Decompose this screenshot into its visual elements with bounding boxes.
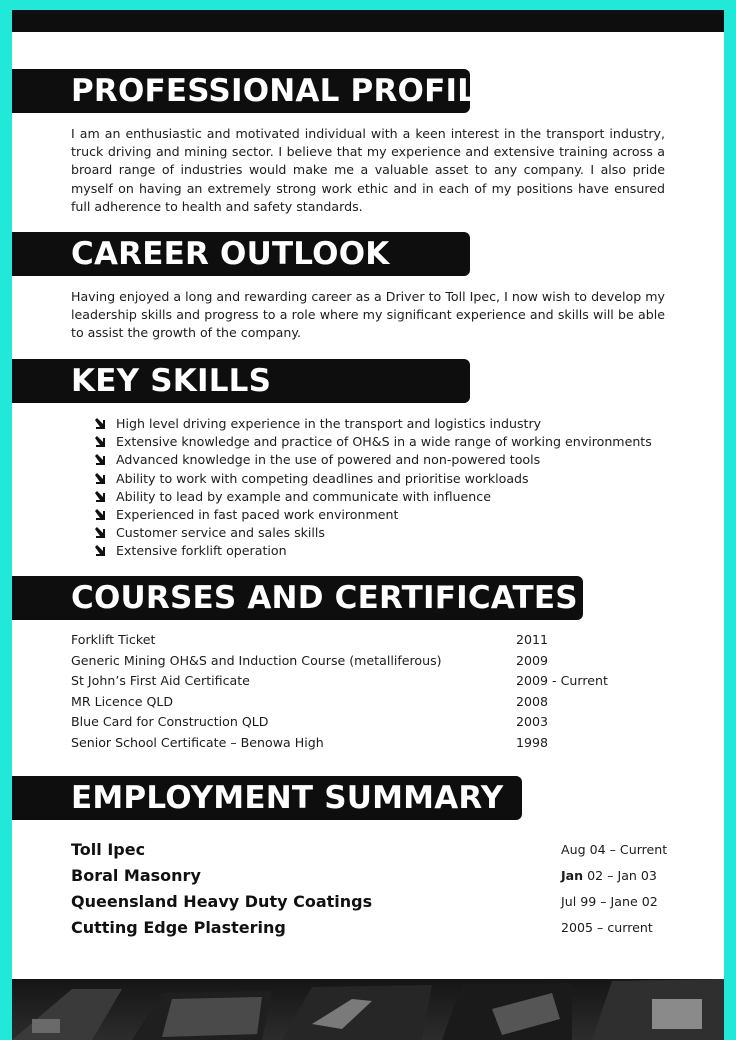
arrow-down-right-icon <box>94 473 106 485</box>
employment-dates-text: 2005 – current <box>561 920 653 935</box>
skill-item <box>92 415 652 433</box>
employment-dates-text: Jul 99 – Jane 02 <box>561 894 658 909</box>
employment-dates <box>561 863 657 889</box>
employment-dates-text: 02 – Jan 03 <box>583 868 657 883</box>
arrow-down-right-icon <box>94 436 106 448</box>
course-name: Forklift Ticket <box>71 632 156 647</box>
employment-dates-bold: Jan <box>561 868 584 883</box>
skill-item <box>92 524 652 542</box>
skill-text: Ability to lead by example and communicate with influence <box>116 488 491 504</box>
course-year: 2009 - Current <box>516 673 608 689</box>
skill-text: Advanced knowledge in the use of powered and non-powered tools <box>116 452 541 468</box>
arrow-down-right-icon <box>94 527 106 539</box>
course-name: St John’s First Aid Certificate <box>71 673 250 689</box>
career-outlook-heading: CAREER OUTLOOK <box>12 232 470 276</box>
employment-heading: EMPLOYMENT SUMMARY <box>12 776 522 820</box>
arrow-down-right-icon <box>94 454 106 466</box>
skill-text: Extensive knowledge and practice of OH&S in a wide range of working environments <box>116 434 652 450</box>
course-name: MR Licence QLD <box>71 693 174 709</box>
employer-name: Toll Ipec <box>71 840 146 859</box>
courses-heading: COURSES AND CERTIFICATES <box>12 576 583 620</box>
skill-item <box>92 506 652 524</box>
key-skills-heading: KEY SKILLS <box>12 359 470 403</box>
course-name: Generic Mining OH&S and Induction Course (metalliferous) <box>71 652 442 668</box>
truck-photo-strip <box>12 979 724 1040</box>
skill-text: High level driving experience in the transport and logistics industry <box>116 416 542 431</box>
employer-name: Boral Masonry <box>71 866 201 885</box>
professional-profile-heading: PROFESSIONAL PROFILE <box>12 69 470 113</box>
course-name: Blue Card for Construction QLD <box>71 714 269 730</box>
course-year: 2003 <box>516 714 549 730</box>
employment-dates <box>561 889 658 915</box>
resume-page <box>12 10 724 1040</box>
skill-item <box>92 488 652 506</box>
skill-item <box>92 542 652 560</box>
arrow-down-right-icon <box>94 418 106 430</box>
employment-dates-text: Aug 04 – Current <box>561 842 668 857</box>
skill-text: Extensive forklift operation <box>116 543 287 559</box>
skill-item <box>92 433 652 451</box>
skill-text: Ability to work with competing deadlines and prioritise workloads <box>116 470 529 486</box>
key-skills-list <box>92 415 652 561</box>
employment-dates <box>561 915 653 941</box>
top-bar <box>12 10 724 32</box>
skill-text: Customer service and sales skills <box>116 525 325 541</box>
skill-item <box>92 451 652 469</box>
truck-photo-icon <box>12 979 724 1040</box>
arrow-down-right-icon <box>94 491 106 503</box>
course-year: 1998 <box>516 734 549 750</box>
arrow-down-right-icon <box>94 509 106 521</box>
course-name: Senior School Certificate – Benowa High <box>71 734 324 750</box>
employer-name: Cutting Edge Plastering <box>71 918 286 937</box>
arrow-down-right-icon <box>94 545 106 557</box>
professional-profile-text: I am an enthusiastic and motivated individual with a keen interest in the transport industry, truck driving and mining sector. I believe that my experience and extensive training across a broard range of industries would make me a valuable asset to any company. I also pride myself on having an extremely strong work ethic and in each of my positions have ensured full adherence to health and safety standards. <box>71 126 665 214</box>
course-year: 2009 <box>516 652 549 668</box>
course-year: 2008 <box>516 693 549 709</box>
skill-text: Experienced in fast paced work environment <box>116 506 399 522</box>
employer-name: Queensland Heavy Duty Coatings <box>71 892 373 911</box>
course-year: 2011 <box>516 632 549 647</box>
skill-item <box>92 470 652 488</box>
employment-dates <box>561 837 667 863</box>
career-outlook-text: Having enjoyed a long and rewarding career as a Driver to Toll Ipec, I now wish to develop my leadership skills and progress to a role where my significant experience and skills will be able to assist the growth of the company. <box>71 289 665 341</box>
